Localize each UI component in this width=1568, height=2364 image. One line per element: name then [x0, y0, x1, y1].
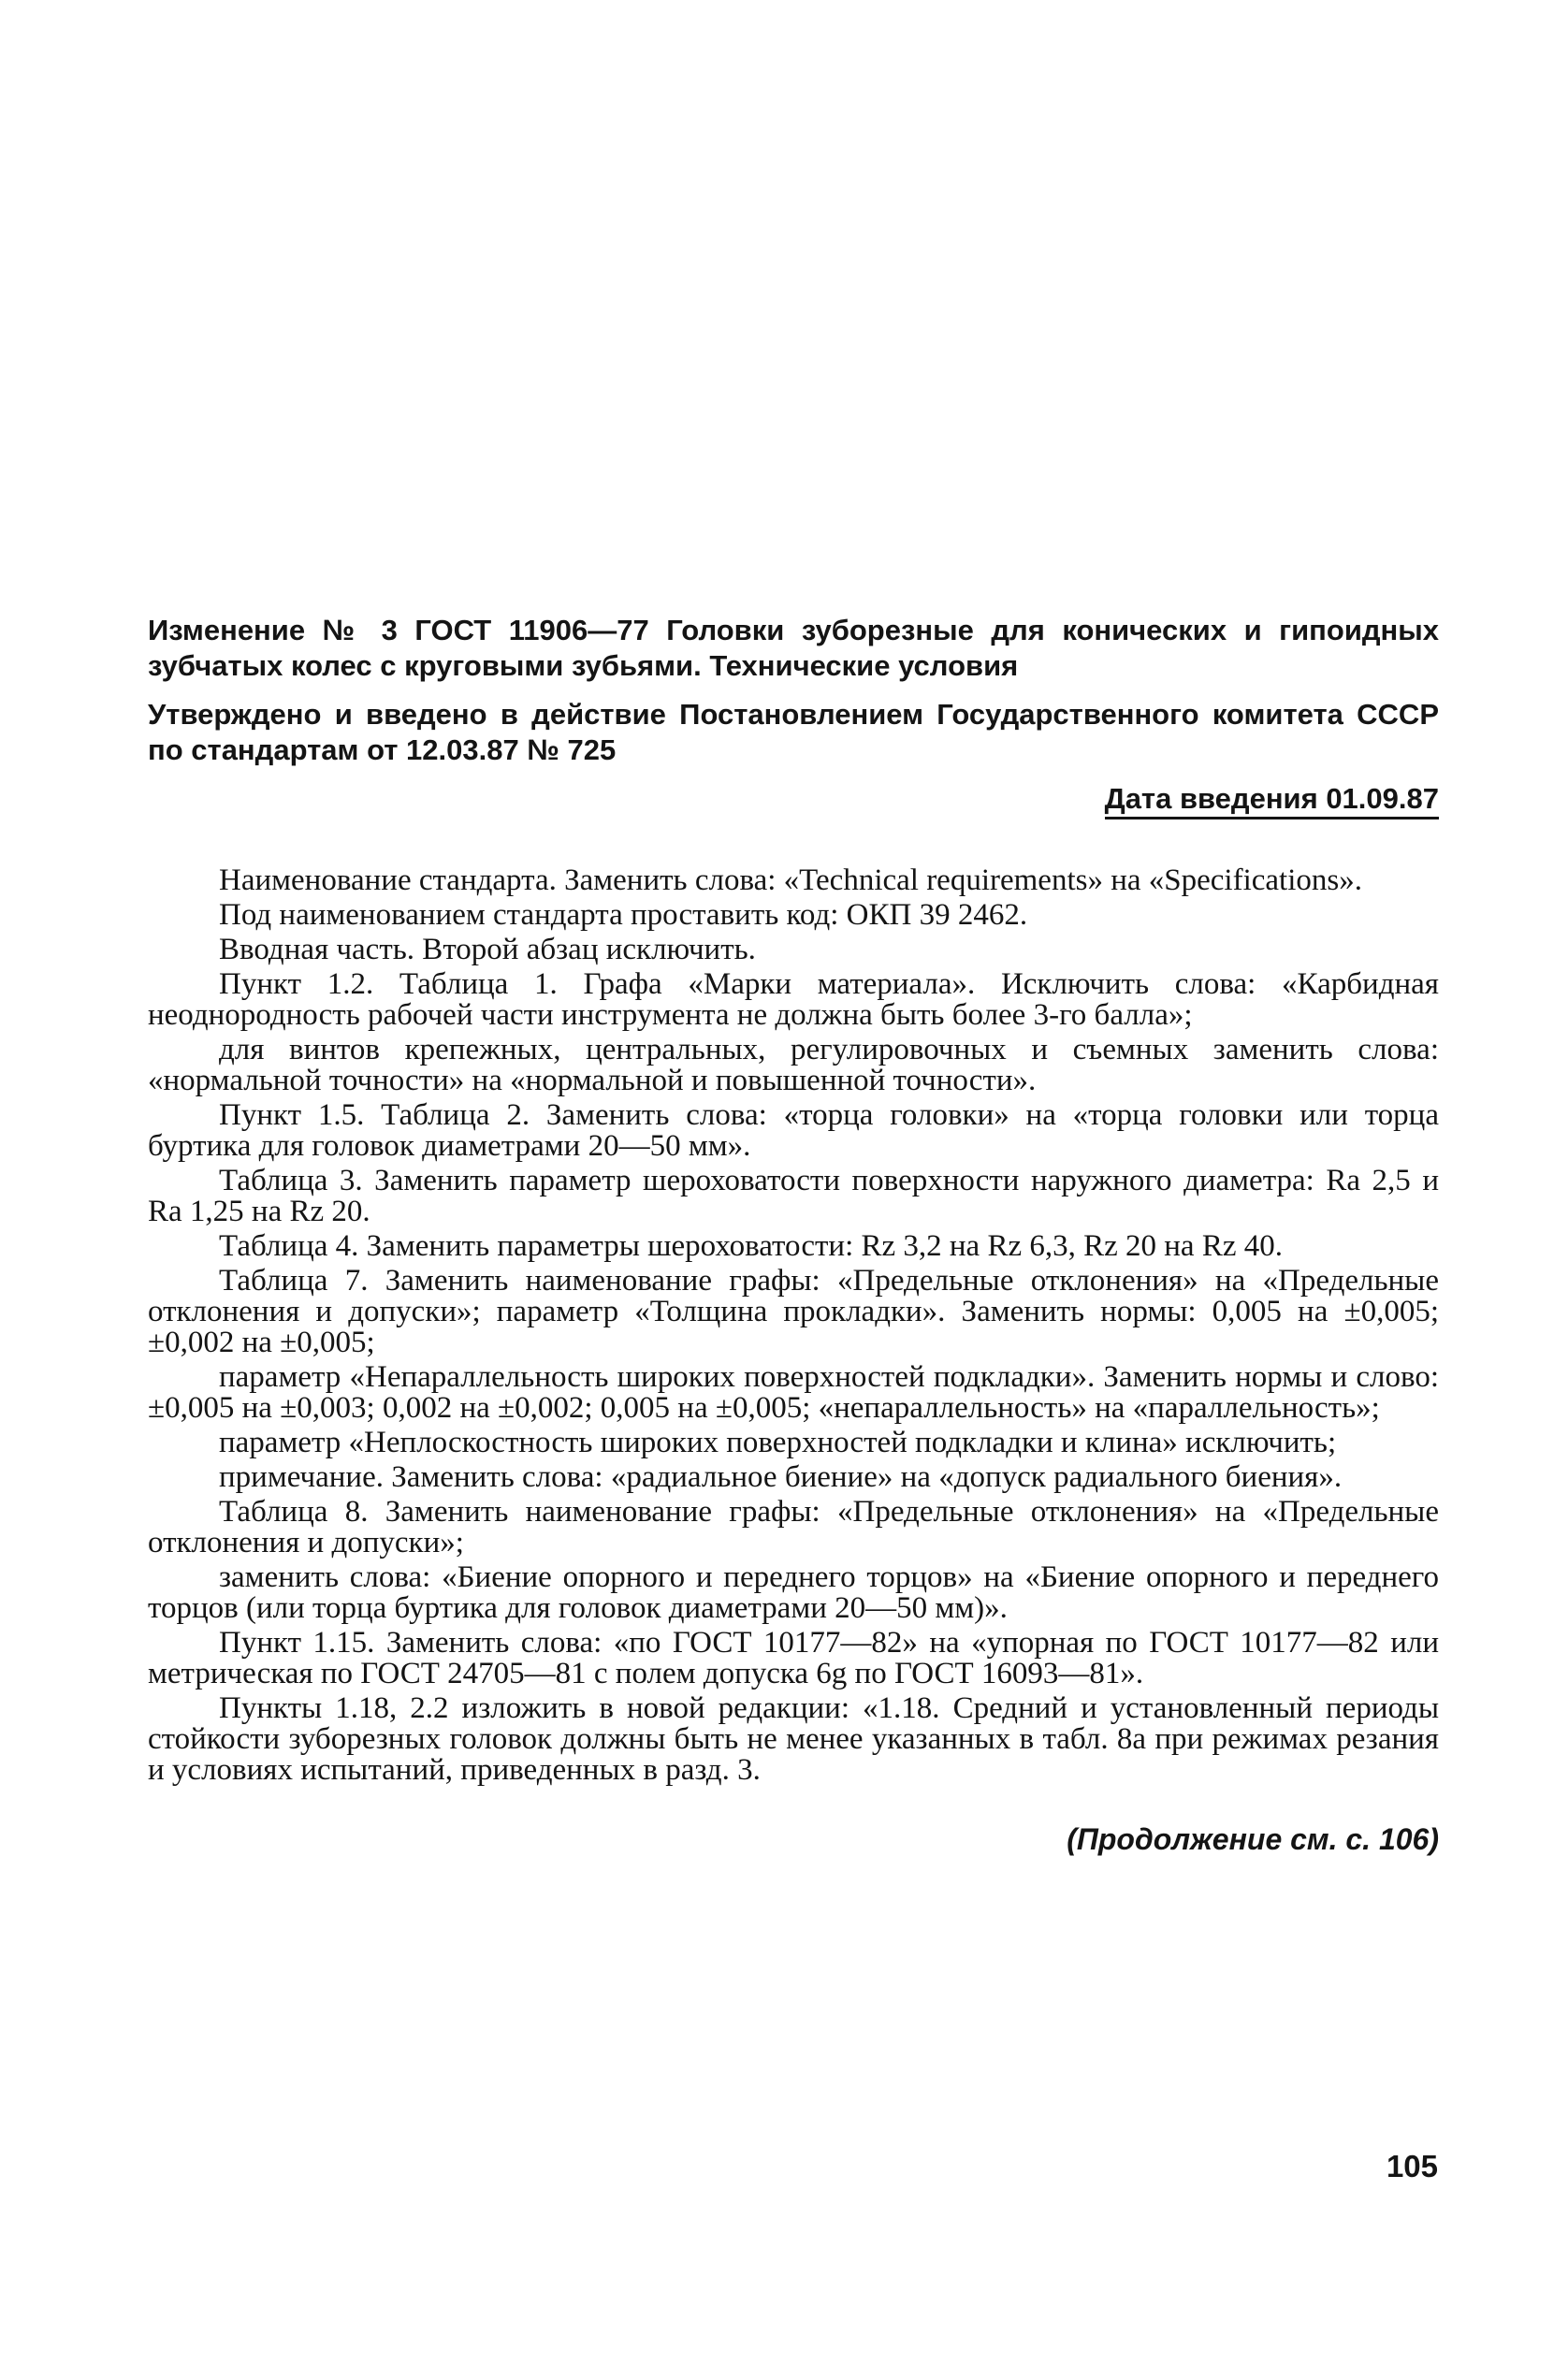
paragraph-clause-1-2: Пункт 1.2. Таблица 1. Графа «Марки материала». Исключить слова: «Карбидная неоднородность рабочей части инструмента не должна быть более 3-го балла»;: [148, 967, 1439, 1032]
paragraph-screws: для винтов крепежных, центральных, регулировочных и съемных заменить слова: «нормальной точности» на «нормальной и повышенной точности».: [148, 1033, 1439, 1097]
amendment-title: Изменение № 3 ГОСТ 11906—77 Головки зуборезные для конических и гипоидных зубчатых колес с круговыми зубьями. Технические условия: [148, 614, 1439, 682]
paragraph-clauses-1-18-2-2: Пункты 1.18, 2.2 изложить в новой редакции: «1.18. Средний и установленный периоды стойкости зуборезных головок должны быть не менее указанных в табл. 8а при режимах резания и условиях испытаний, приведенных в разд. 3.: [148, 1691, 1439, 1787]
amendment-body: [148, 865, 1439, 1786]
paragraph-clause-1-5: Пункт 1.5. Таблица 2. Заменить слова: «торца головки» на «торца головки или торца буртика для головок диаметрами 20—50 мм».: [148, 1098, 1439, 1163]
paragraph-table-7: Таблица 7. Заменить наименование графы: «Предельные отклонения» на «Предельные отклонения и допуски»; параметр «Толщина прокладки». Заменить нормы: 0,005 на ±0,005; ±0,002 на ±0,005;: [148, 1264, 1439, 1359]
page-number: 105: [1386, 2149, 1438, 2183]
paragraph-note: примечание. Заменить слова: «радиальное биение» на «допуск радиального биения».: [219, 1460, 1343, 1494]
effective-date-line: [148, 781, 1439, 817]
paragraph-okp-code: Под наименованием стандарта проставить код: ОКП 39 2462.: [219, 898, 1028, 932]
document-content: [148, 613, 1439, 1857]
paragraph-clause-1-15: Пункт 1.15. Заменить слова: «по ГОСТ 10177—82» на «упорная по ГОСТ 10177—82 или метрическая по ГОСТ 24705—81 с полем допуска 6g по ГОСТ 16093—81».: [148, 1626, 1439, 1690]
paragraph-standard-name: Наименование стандарта. Заменить слова: «Technical requirements» на «Specifications».: [219, 863, 1362, 897]
paragraph-nonparallelism: параметр «Непараллельность широких поверхностей подкладки». Заменить нормы и слово: ±0,005 на ±0,003; 0,002 на ±0,002; 0,005 на ±0,005; «непараллельность» на «параллельность»;: [148, 1360, 1439, 1425]
paragraph-table-8: Таблица 8. Заменить наименование графы: «Предельные отклонения» на «Предельные отклонения и допуски»;: [148, 1495, 1439, 1559]
paragraph-table-4: Таблица 4. Заменить параметры шероховатости: Rz 3,2 на Rz 6,3, Rz 20 на Rz 40.: [219, 1229, 1283, 1263]
paragraph-introduction: Вводная часть. Второй абзац исключить.: [219, 933, 756, 966]
paragraph-runout: заменить слова: «Биение опорного и переднего торцов» на «Биение опорного и переднего торцов (или торца буртика для головок диаметрами 20—50 мм)».: [148, 1560, 1439, 1625]
continuation-note: (Продолжение см. с. 106): [1067, 1822, 1439, 1856]
paragraph-table-3: Таблица 3. Заменить параметр шероховатости поверхности наружного диаметра: Ra 2,5 и Ra 1,25 на Rz 20.: [148, 1164, 1439, 1228]
effective-date: Дата введения 01.09.87: [1105, 782, 1439, 819]
paragraph-nonflatness: параметр «Неплоскостность широких поверхностей подкладки и клина» исключить;: [219, 1426, 1337, 1459]
approval-statement: Утверждено и введено в действие Постановлением Государственного комитета СССР по стандартам от 12.03.87 № 725: [148, 698, 1439, 766]
